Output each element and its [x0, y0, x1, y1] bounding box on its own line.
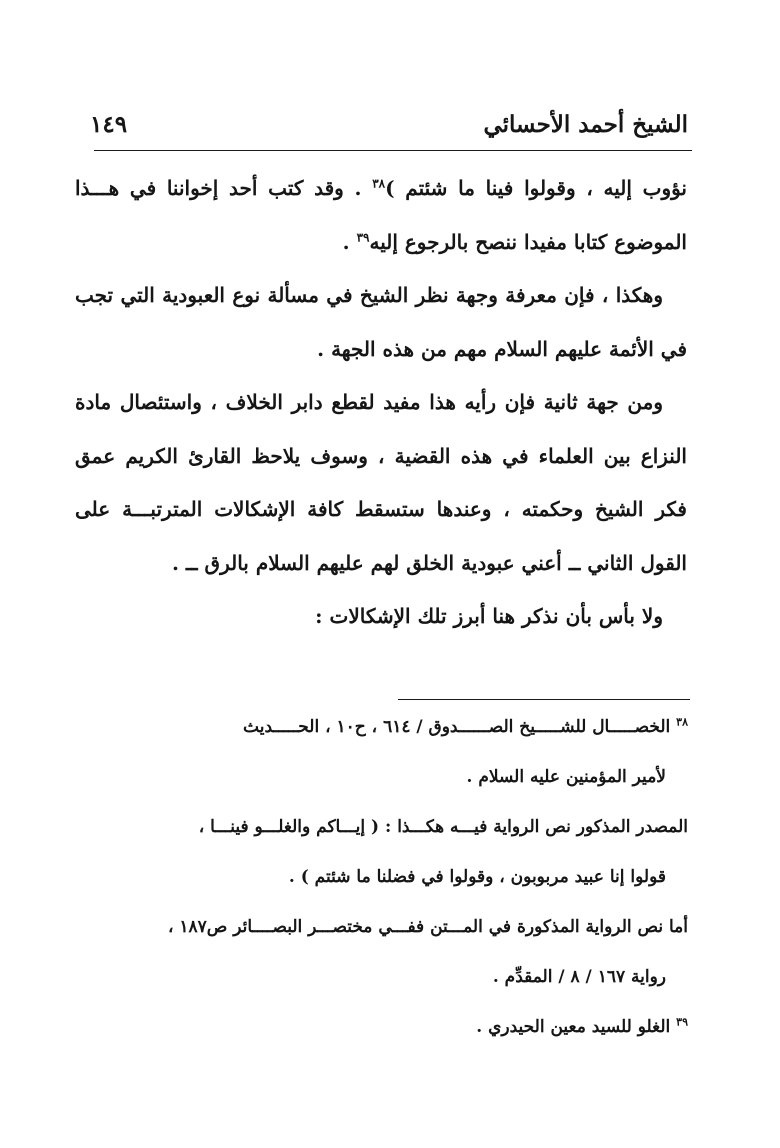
footnote-38-line-5: أما نص الرواية المذكورة في المـــتن ففـــي مختصـــر البصــــائر ص١٨٧ ، [167, 917, 688, 937]
paragraph-1-text: نؤوب إليه ، وقولوا فينا ما شئتم ) [385, 176, 687, 200]
paragraph-4: ولا بأس بأن نذكر هنا أبرز تلك الإشكالات : [315, 604, 663, 628]
footnote-ref-39: ٣٩ [356, 229, 370, 244]
running-header-title: الشيخ أحمد الأحسائي [483, 111, 688, 138]
footnote-39-number: ٣٩ [676, 1015, 688, 1029]
footnote-38-line-4: قولوا إنا عبيد مربوبون ، وقولوا في فضلنا ما شئتم ) . [288, 867, 666, 887]
paragraph-1 [75, 162, 687, 269]
footnote-39 [80, 1002, 688, 1052]
paragraph-3: ومن جهة ثانية فإن رأيه هذا مفيد لقطع دابر الخلاف ، واستئصال مادة النزاع بين العلماء في هذه القضية ، وسوف يلاحظ القارئ الكريم عمق فكر الشيخ وحكمته ، وعندها ستسقط كافة الإشكالات المترتبـــة على القول الثاني ــ أعني عبودية الخلق لهم عليهم السلام بالرق ــ . [75, 390, 687, 575]
paragraph-1-text-b: . وقد كتب أحد إخواننا في هـــذا الموضوع كتابا مفيدا ننصح بالرجوع إليه [75, 176, 687, 254]
header-rule [94, 150, 692, 151]
footnote-38-line-6: رواية ١٦٧ / ٨ / المقدِّم . [492, 967, 666, 987]
footnote-38-line-1: الخصـــــال للشـــــيخ الصــــــدوق / ٦١٤ ، ح١٠ ، الحـــــديث [243, 717, 671, 737]
paragraph-2: وهكذا ، فإن معرفة وجهة نظر الشيخ في مسألة نوع العبودية التي تجب في الأئمة عليهم السلام مهم من هذه الجهة . [75, 283, 687, 361]
footnote-39-text: الغلو للسيد معين الحيدري . [476, 1017, 671, 1037]
page-number: ١٤٩ [90, 111, 128, 138]
footnote-38-line-2: لأمير المؤمنين عليه السلام . [466, 767, 666, 787]
footnotes [80, 702, 688, 1052]
footnote-38 [80, 702, 688, 752]
footnote-ref-38: ٣٨ [372, 176, 386, 191]
footnote-separator [398, 699, 690, 700]
paragraph-1-text-c: . [342, 229, 357, 254]
footnote-38-line-3: المصدر المذكور نص الرواية فيـــه هكـــذا : ( إيـــاكم والغلـــو فينـــا ، [198, 817, 688, 837]
footnote-38-number: ٣٨ [676, 715, 688, 729]
main-text [75, 162, 687, 644]
